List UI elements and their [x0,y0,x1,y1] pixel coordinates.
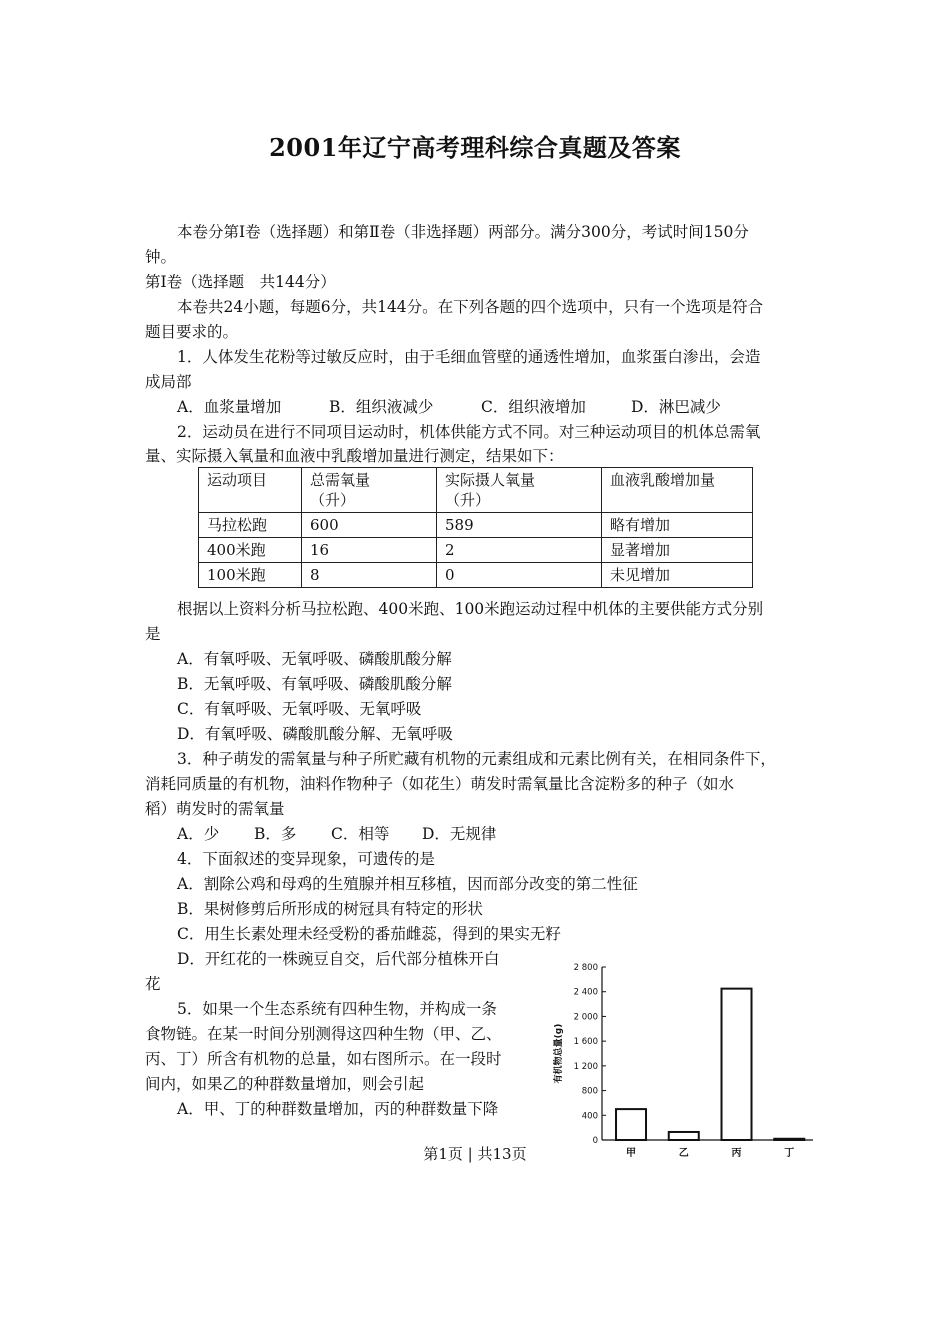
q4-option-d: D．开红花的一株豌豆自交，后代部分植株开白 [177,950,500,968]
oxygen-data-table [198,467,753,588]
y-tick-label: 400 [581,1111,598,1122]
table-cell: 8 [302,563,437,588]
table-cell: 16 [302,538,437,563]
q5-line-3: 丙、丁）所含有机物的总量，如右图所示。在一段时 [145,1050,502,1068]
q3-option-b: B．多 [254,825,297,843]
q2-after-line-1: 根据以上资料分析马拉松跑、400米跑、100米跑运动过程中机体的主要供能方式分别 [177,600,764,618]
q1-line-1: 1．人体发生花粉等过敏反应时，由于毛细血管壁的通透性增加，血浆蛋白渗出，会造 [177,348,761,366]
bar [722,989,752,1140]
q4-option-d-cont: 花 [145,975,161,993]
y-axis-label: 有机物总量(g) [554,1023,564,1084]
table-cell: 略有增加 [602,513,753,538]
table-header-row [199,468,753,513]
q3-line-1: 3．种子萌发的需氧量与种子所贮藏有机物的元素组成和元素比例有关，在相同条件下， [177,750,776,768]
q3-option-c: C．相等 [331,825,390,843]
bar [774,1139,804,1140]
y-tick-label: 800 [581,1086,598,1097]
q4-line-1: 4．下面叙述的变异现象，可遗传的是 [177,850,435,868]
q4-option-c: C．用生长素处理未经受粉的番茄雌蕊，得到的果实无籽 [177,925,561,943]
x-tick-label: 乙 [678,1148,689,1159]
table-cell: 0 [437,563,602,588]
table-header-cell: 总需氧量 （升） [302,468,437,513]
y-tick-label: 2 000 [573,1012,598,1023]
q5-line-4: 间内，如果乙的种群数量增加，则会引起 [145,1075,425,1093]
q1-option-d: D．淋巴减少 [631,398,721,416]
table-cell: 589 [437,513,602,538]
q2-line-2: 量、实际摄入氧量和血液中乳酸增加量进行测定，结果如下： [145,447,564,465]
q4-option-b: B．果树修剪后所形成的树冠具有特定的形状 [177,900,483,918]
table-cell: 马拉松跑 [199,513,302,538]
q3-line-3: 稻）萌发时的需氧量 [145,800,285,818]
q2-option-d: D．有氧呼吸、磷酸肌酸分解、无氧呼吸 [177,725,453,743]
x-tick-label: 丁 [784,1148,795,1159]
q2-option-a: A．有氧呼吸、无氧呼吸、磷酸肌酸分解 [177,650,452,668]
table-cell: 未见增加 [602,563,753,588]
part1-line-2: 题目要求的。 [145,323,239,341]
q1-option-b: B．组织液减少 [329,398,434,416]
q1-line-2: 成局部 [145,373,192,391]
organic-matter-bar-chart [545,958,820,1168]
q3-line-2: 消耗同质量的有机物，油料作物种子（如花生）萌发时需氧量比含淀粉多的种子（如水 [145,775,735,793]
q5-line-2: 食物链。在某一时间分别测得这四种生物（甲、乙、 [145,1025,502,1043]
bar [669,1132,699,1140]
q3-options [177,824,496,844]
q3-option-d: D．无规律 [422,825,497,843]
table-cell: 显著增加 [602,538,753,563]
q1-option-c: C．组织液增加 [481,398,586,416]
table-cell: 400米跑 [199,538,302,563]
x-tick-label: 甲 [626,1148,637,1159]
table-header-cell: 运动项目 [199,468,302,513]
q5-line-1: 5．如果一个生态系统有四种生物，并构成一条 [177,1000,497,1018]
q4-option-a: A．割除公鸡和母鸡的生殖腺并相互移植，因而部分改变的第二性征 [177,875,638,893]
table-header-cell: 实际摄人氧量 （升） [437,468,602,513]
y-tick-label: 1 600 [573,1037,598,1048]
table-cell: 2 [437,538,602,563]
q1-option-a: A．血浆量增加 [177,398,282,416]
table-row [199,563,753,588]
part1-heading: 第Ⅰ卷（选择题 共144分） [145,273,336,291]
table-cell: 100米跑 [199,563,302,588]
q3-option-a: A．少 [177,825,220,843]
table-row [199,513,753,538]
q1-options [177,397,721,417]
x-tick-label: 丙 [731,1148,742,1159]
intro-line-2: 钟。 [145,248,177,266]
y-tick-label: 1 200 [573,1061,598,1072]
table-cell: 600 [302,513,437,538]
q2-option-c: C．有氧呼吸、无氧呼吸、无氧呼吸 [177,700,422,718]
bar [616,1109,646,1140]
q5-option-a: A．甲、丁的种群数量增加，丙的种群数量下降 [177,1100,499,1118]
q2-line-1: 2．运动员在进行不同项目运动时，机体供能方式不同。对三种运动项目的机体总需氧 [177,423,761,441]
part1-line-1: 本卷共24小题，每题6分，共144分。在下列各题的四个选项中，只有一个选项是符合 [177,298,764,316]
page-title: 2001年辽宁高考理科综合真题及答案 [269,133,681,162]
y-tick-label: 2 800 [573,963,598,973]
y-tick-label: 0 [592,1136,598,1146]
table-row [199,538,753,563]
q2-after-line-2: 是 [145,625,161,643]
table-header-cell: 血液乳酸增加量 [602,468,753,513]
y-tick-label: 2 400 [573,987,598,998]
q2-option-b: B．无氧呼吸、有氧呼吸、磷酸肌酸分解 [177,675,452,693]
intro-line-1: 本卷分第Ⅰ卷（选择题）和第Ⅱ卷（非选择题）两部分。满分300分，考试时间150分 [177,223,749,241]
page-footer: 第1页 | 共13页 [423,1145,527,1163]
